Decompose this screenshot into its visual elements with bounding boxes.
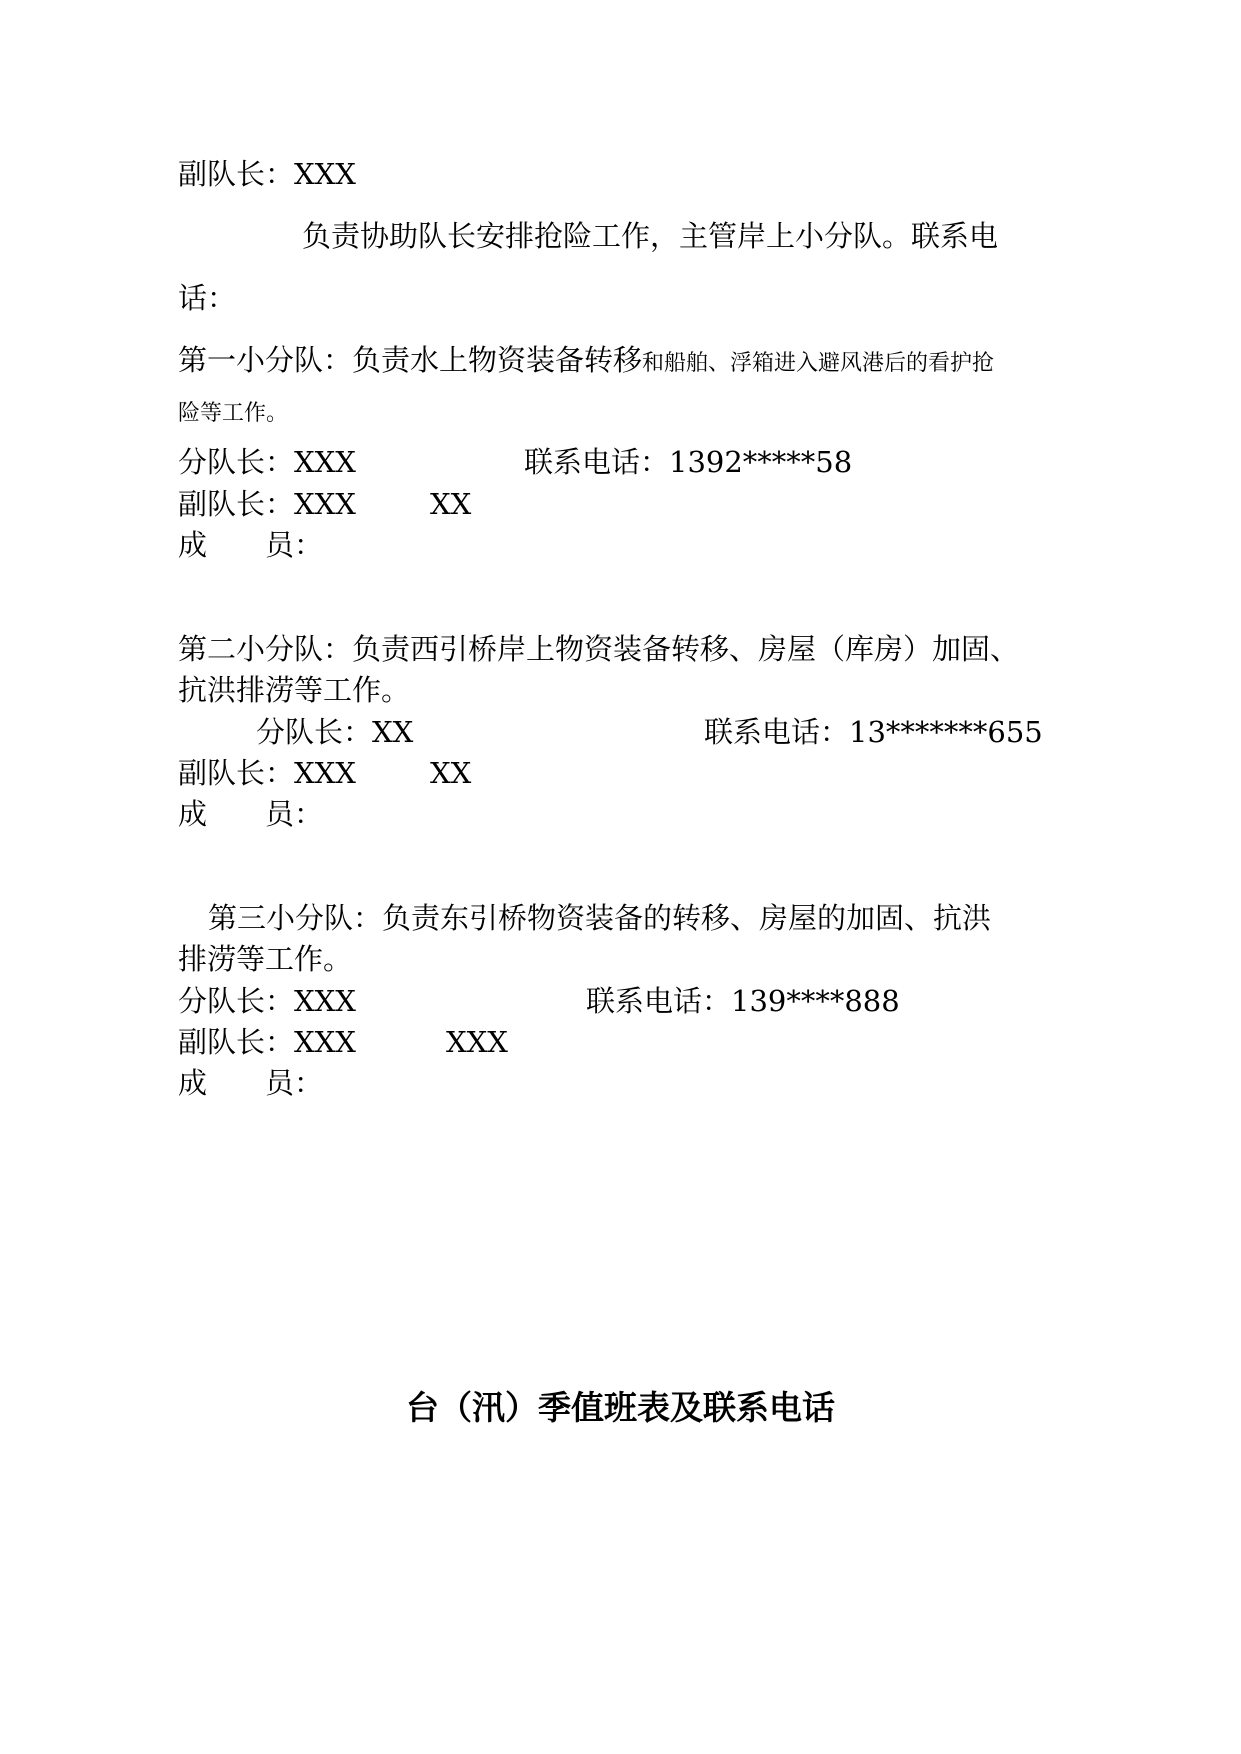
team-3-deputy: 副队长：XXX xyxy=(178,1025,356,1059)
section-title: 台（汛）季值班表及联系电话 xyxy=(406,1388,835,1427)
deputy-captain-line: 副队长：XXX xyxy=(178,157,356,191)
team-1-duty-main: 第一小分队：负责水上物资装备转移 xyxy=(178,343,643,377)
team-1-duty-cont: 险等工作。 xyxy=(178,401,289,426)
team-2-duty-cont: 抗洪排涝等工作。 xyxy=(178,673,411,707)
team-1-members: 成 员： xyxy=(178,528,324,562)
team-2-deputy-2: XX xyxy=(430,756,472,790)
team-1-deputy-2: XX xyxy=(430,487,472,521)
team-1-duty-small: 和船舶、浮箱进入避风港后的看护抢 xyxy=(642,351,995,376)
team-3-members: 成 员： xyxy=(178,1066,324,1100)
team-2-leader: 分队长：XX xyxy=(256,715,414,749)
deputy-phone-line: 话： xyxy=(178,281,237,315)
team-3-duty-cont: 排涝等工作。 xyxy=(178,942,353,976)
team-2-members: 成 员： xyxy=(178,797,324,831)
team-1-duty-line xyxy=(178,342,994,382)
team-1-leader: 分队长：XXX xyxy=(178,445,356,479)
team-3-leader: 分队长：XXX xyxy=(178,984,356,1018)
team-3-duty-line: 第三小分队：负责东引桥物资装备的转移、房屋的加固、抗洪 xyxy=(208,901,992,935)
team-1-phone: 联系电话：1392*****58 xyxy=(524,445,853,479)
deputy-duty-line: 负责协助队长安排抢险工作，主管岸上小分队。联系电 xyxy=(302,219,999,253)
team-2-deputy: 副队长：XXX xyxy=(178,756,356,790)
team-3-phone: 联系电话：139****888 xyxy=(586,984,900,1018)
team-2-duty-line: 第二小分队：负责西引桥岸上物资装备转移、房屋（库房）加固、 xyxy=(178,632,1020,666)
team-3-deputy-2: XXX xyxy=(446,1025,508,1059)
team-1-deputy: 副队长：XXX xyxy=(178,487,356,521)
team-2-phone: 联系电话：13*******655 xyxy=(704,715,1043,749)
